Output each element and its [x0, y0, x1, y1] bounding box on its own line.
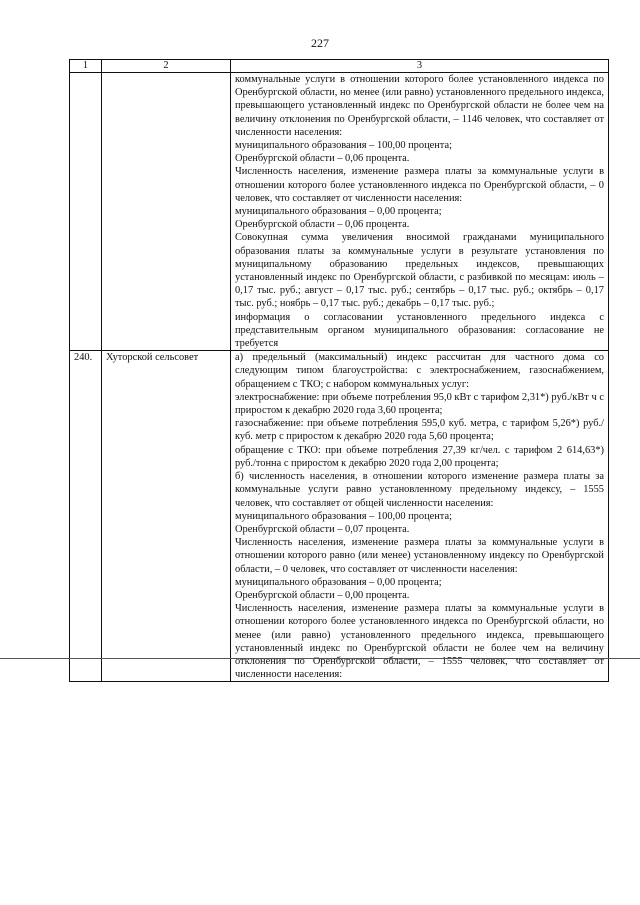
table-row-continued	[70, 73, 609, 351]
paragraph: муниципального образования – 0,00 процента;	[235, 576, 442, 588]
paragraph: обращение с ТКО: при объеме потребления 27,39 кг/чел. с тарифом 2 614,63*) руб./тонна с приростом к декабрю 2020 года 2,00 процента;	[235, 444, 604, 469]
paragraph: Оренбургской области – 0,00 процента.	[235, 589, 410, 601]
paragraph: муниципального образования – 100,00 процента;	[235, 140, 452, 152]
paragraph: а) предельный (максимальный) индекс рассчитан для частного дома со следующим типом благоустройства: с электроснабжением, газоснабжением, обращением с ТКО; с набором коммунальных услуг:	[235, 352, 604, 390]
row-number-cell	[70, 73, 102, 351]
paragraph: Оренбургской области – 0,07 процента.	[235, 523, 410, 535]
paragraph: Оренбургской области – 0,06 процента.	[235, 219, 410, 231]
table-header-row	[70, 60, 609, 73]
paragraph: коммунальные услуги в отношении которого более установленного индекса по Оренбургской области, но менее (или равно) установленного предельного индекса, превышающего установленный индекс по Оренбургской области не более чем на величину отклонения по Оренбургской области, – 1146 человек, что составляет от численности населения:	[235, 74, 604, 138]
page-number: 227	[311, 36, 329, 50]
row-description-cell	[231, 73, 609, 351]
scan-cut-line	[0, 658, 640, 659]
paragraph: б) численность населения, в отношении которого изменение размера платы за коммунальные услуги равно установленному предельному индексу, – 1555 человек, что составляет от общей численности населения:	[235, 471, 604, 509]
paragraph: Численность населения, изменение размера платы за коммунальные услуги в отношении которого более установленного индекса по Оренбургской области, но менее (или равно) установленного предельного индекса, превышающего установленный индекс по Оренбургской области не более чем на величину отклонения по Оренбургской области, – 1555 человек, что составляет от численности населения:	[235, 603, 604, 681]
paragraph: электроснабжение: при объеме потребления 95,0 кВт с тарифом 2,31*) руб./кВт ч с приростом к декабрю 2020 года 3,60 процента;	[235, 391, 604, 417]
row-name-cell	[102, 73, 231, 351]
paragraph: муниципального образования – 100,00 процента;	[235, 510, 452, 522]
header-col-3: 3	[231, 60, 609, 73]
paragraph: Оренбургской области – 0,06 процента.	[235, 153, 410, 165]
table-row-240	[70, 351, 609, 682]
paragraph: Численность населения, изменение размера платы за коммунальные услуги в отношении которого более установленного индекса по Оренбургской области, – 0 человек, что составляет от численности населения:	[235, 166, 604, 204]
paragraph: Совокупная сумма увеличения вносимой гражданами муниципального образования платы за коммунальные услуги в результате установления по муниципальному образованию предельных индексов, превышающих установленный индекс по Оренбургской области, с разбивкой по месяцам: июль – 0,17 тыс. руб.; август – 0,17 тыс. руб.; сентябрь – 0,17 тыс. руб.; октябрь – 0,17 тыс. руб.; ноябрь – 0,17 тыс. руб.; декабрь – 0,17 тыс. руб.;	[235, 232, 604, 310]
paragraph: информация о согласовании установленного предельного индекса с представительным органом муниципального образования: согласование не требуется	[235, 311, 604, 350]
paragraph: муниципального образования – 0,00 процента;	[235, 206, 442, 218]
row-description-cell	[231, 351, 609, 682]
row-number-cell: 240.	[70, 351, 102, 682]
paragraph: Численность населения, изменение размера платы за коммунальные услуги в отношении которого равно (или менее) установленному индексу по Оренбургской области, – 0 человек, что составляет от численности населения:	[235, 537, 604, 575]
header-col-2: 2	[102, 60, 231, 73]
header-col-1: 1	[70, 60, 102, 73]
row-name-cell: Хуторской сельсовет	[102, 351, 231, 682]
indices-table	[69, 59, 609, 682]
paragraph: газоснабжение: при объеме потребления 595,0 куб. метра, с тарифом 5,26*) руб./куб. метр с приростом к декабрю 2020 года 5,60 процента;	[235, 418, 604, 443]
